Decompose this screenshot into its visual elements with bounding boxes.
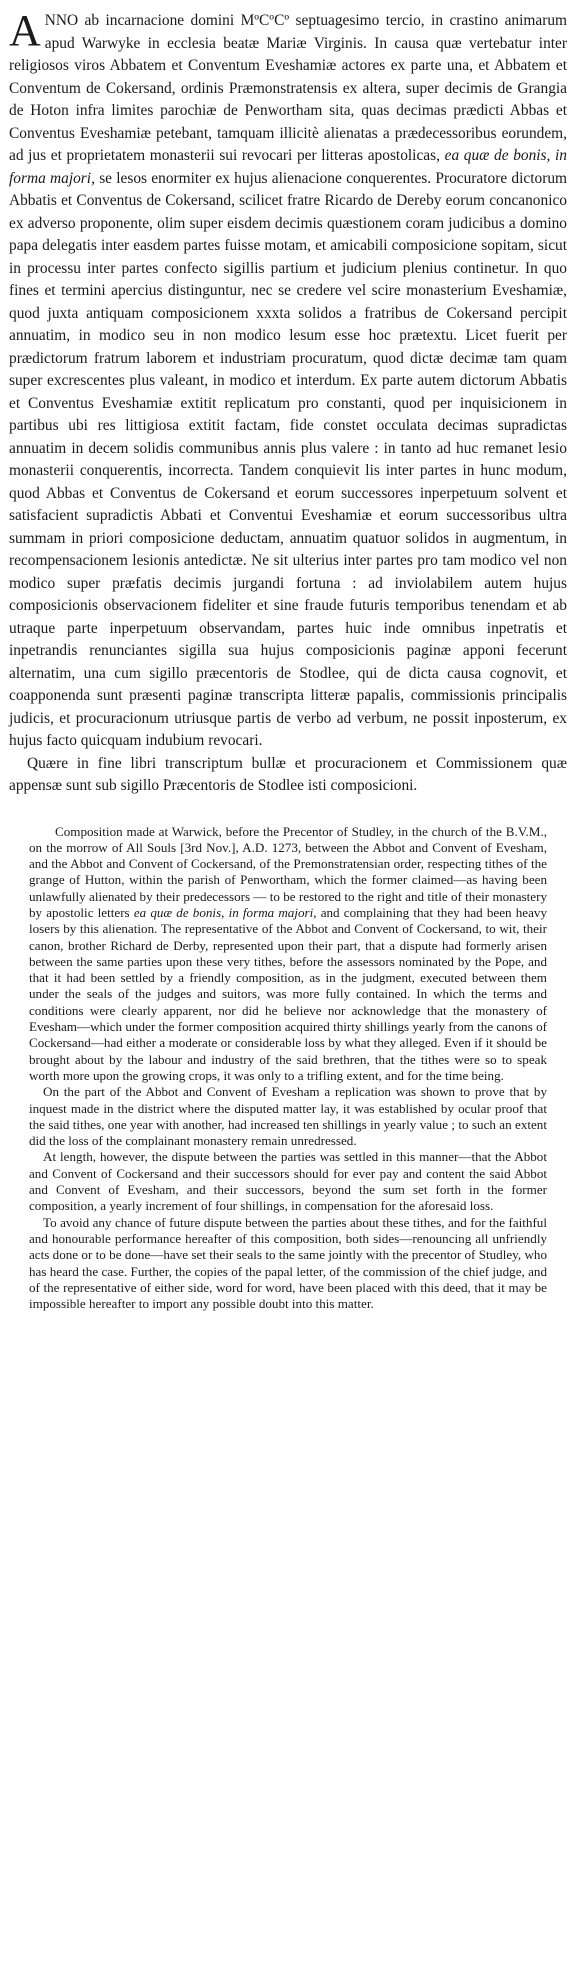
latin-italic-phrase: ea quæ de bonis, in forma majori,	[9, 147, 567, 187]
english-translation	[9, 824, 567, 1313]
english-text-b: and complaining that they had been heavy losers by this alienation. The representative of the Abbot and Convent of Cockersand, to wit, their canon, brother Richard de Derby, represented upon their part, that a dispute had formerly arisen between the same parties upon these very tithes, before the assessors nominated by the Pope, and that it had been settled by a friendly composition, as in the judgment, executed between them under the seals of the judges and suitors, was more fully contained. In which the terms and conditions were clearly apparent, nor did he believe nor acknowledge that the monastery of Evesham—which under the former composition acquired thirty shillings yearly from the canons of Cockersand—had either a moderate or considerable loss by what they alleged. Even if it should be brought about by the labour and industry of the said brethren, that the tithes were so to speak worth more upon the growing crops, it was only to a trifling extent, and for the time being.	[29, 904, 547, 1083]
drop-capital: A	[9, 6, 41, 55]
latin-body-text: se lesos enormiter ex hujus alienacione conquerentes. Procuratore dictorum Abbatis et Conventus de Cokersand, scilicet fratre Ricardo de Dereby eorum concanonico ex adverso proponente, olim super eisdem decimis quæstionem coram judicibus a domino papa delegatis inter easdem partes fuisse motam, et amicabili composicione sopitam, sicut in processu inter partes confecto sigillis partium et judicium plenius continetur. In quo fines et termini apercius distinguntur, nec se credere vel scire monasterium Eveshamiæ, quod juxta antiquam composicionem xxxta solidos a fratribus de Cokersand percipit annuatim, in modico seu in non modico lesum esse hoc prætextu. Licet fuerit per prædictorum fratrum laborem et industriam procuratum, quod dictæ decimæ tam quam super excrescentes plus valeant, in modico et interdum. Ex parte autem dictorum Abbatis et Conventus Eveshamiæ extitit replicatum pro constanti, quod per inquisicionem in partibus ubi res littigiosa extitit factam, fide constet occulata decimas supradictas annuatim in decem solidis communibus annis plus valere : in tanto ad huc remanet lesio monasterii conquerentis, incorrecta. Tandem conquievit lis inter partes in hunc modum, quod Abbas et Conventus de Cokersand et eorum successores inperpetuum solvent et satisfacient supradictis Abbati et Conventui Eveshamiæ et eorum successoribus ultra summam in priori composicione deductam, annuatim quatuor solidos in augmentum, in recompensacionem lesionis antedictæ. Ne sit ulterius inter partes pro tam modico vel non modico super præfatis decimis jurgandi fortuna : ad inviolabilem autem hujus composicionis observacionem fideliter et sine fraude futuris temporibus tenendam et ab utraque parte inperpetuum observandam, partes huic inde omnibus inpetratis et inpetrandis renunciantes sigilla sua hujus composicionis paginæ apponi fecerunt alternatim, una cum sigillo præcentoris de Stodlee, qui de dicta causa cognovit, et coapponenda sunt præsenti paginæ transcripta litteræ papalis, commissionis principalis judicis, et procuracionum utriusque partis de verbo ad verbum, ne possit inposterum, ex hujus facto quicquam indubium revocari.	[9, 169, 567, 749]
section-gap	[9, 798, 567, 824]
english-text-a: Composition made at Warwick, before the Precentor of Studley, in the church of the B.V.M., on the morrow of All Souls [3rd Nov.], A.D. 1273, between the Abbot and Convent of Evesham, and the Abbot and Convent of Cockersand, of the Premonstratensian order, respecting tithes of the grange of Hutton, within the parish of Penwortham, which the former claimed—as having been unlawfully alienated by their predecessors — to be restored to the right and title of their monastery by apostolic letters	[29, 823, 547, 920]
latin-paragraph	[9, 6, 567, 753]
english-italic-phrase: ea quæ de bonis, in forma majori,	[133, 904, 317, 920]
latin-opening-text: NNO ab incarnacione domini MºCºCº septuagesimo tercio, in crastino animarum apud Warwyke in ecclesia beatæ Mariæ Virginis. In causa quæ vertebatur inter religiosos viros Abbatem et Conventum Eveshamiæ actores ex parte una, et Abbatem et Conventum de Cokersand, ordinis Præmonstratensis ex altera, super decimis de Grangia de Hoton infra limites parochiæ de Penwortham sita, quas decimas prædicti Abbas et Conventus Eveshamiæ petebant, tamquam illicitè alienatas a prædecessoribus eorundem, ad jus et proprietatem monasterii sui revocari per litteras apostolicas,	[9, 12, 567, 164]
english-paragraph-4: To avoid any chance of future dispute between the parties about these tithes, and for the faithful and honourable performance hereafter of this composition, both sides—renouncing all unfriendly acts done or to be done—have set their seals to the same jointly with the precentor of Studley, who has heard the case. Further, the copies of the papal letter, of the commission of the chief judge, and of the representative of either side, word for word, have been placed with this deed, that it may be impossible hereafter to import any possible doubt into this matter.	[29, 1214, 547, 1312]
english-paragraph-1	[29, 824, 547, 1085]
english-paragraph-2: On the part of the Abbot and Convent of Evesham a replication was shown to prove that by inquest made in the district where the disputed matter lay, it was established by ocular proof that the said tithes, one year with another, had increased ten shillings in yearly value ; to such an extent did the loss of the complainant monastery remain unredressed.	[29, 1084, 547, 1149]
latin-quaere-note: Quære in fine libri transcriptum bullæ et procuracionem et Commissionem quæ appensæ sunt sub sigillo Præcentoris de Stodlee isti composicioni.	[9, 754, 567, 794]
latin-charter-text	[9, 6, 567, 753]
english-paragraph-3: At length, however, the dispute between the parties was settled in this manner—that the Abbot and Convent of Cockersand and their successors should for ever pay and content the said Abbot and Convent of Evesham, and their successors, beyond the sum set forth in the former composition, a yearly increment of four shillings, in compensation for the aforesaid loss.	[29, 1149, 547, 1214]
